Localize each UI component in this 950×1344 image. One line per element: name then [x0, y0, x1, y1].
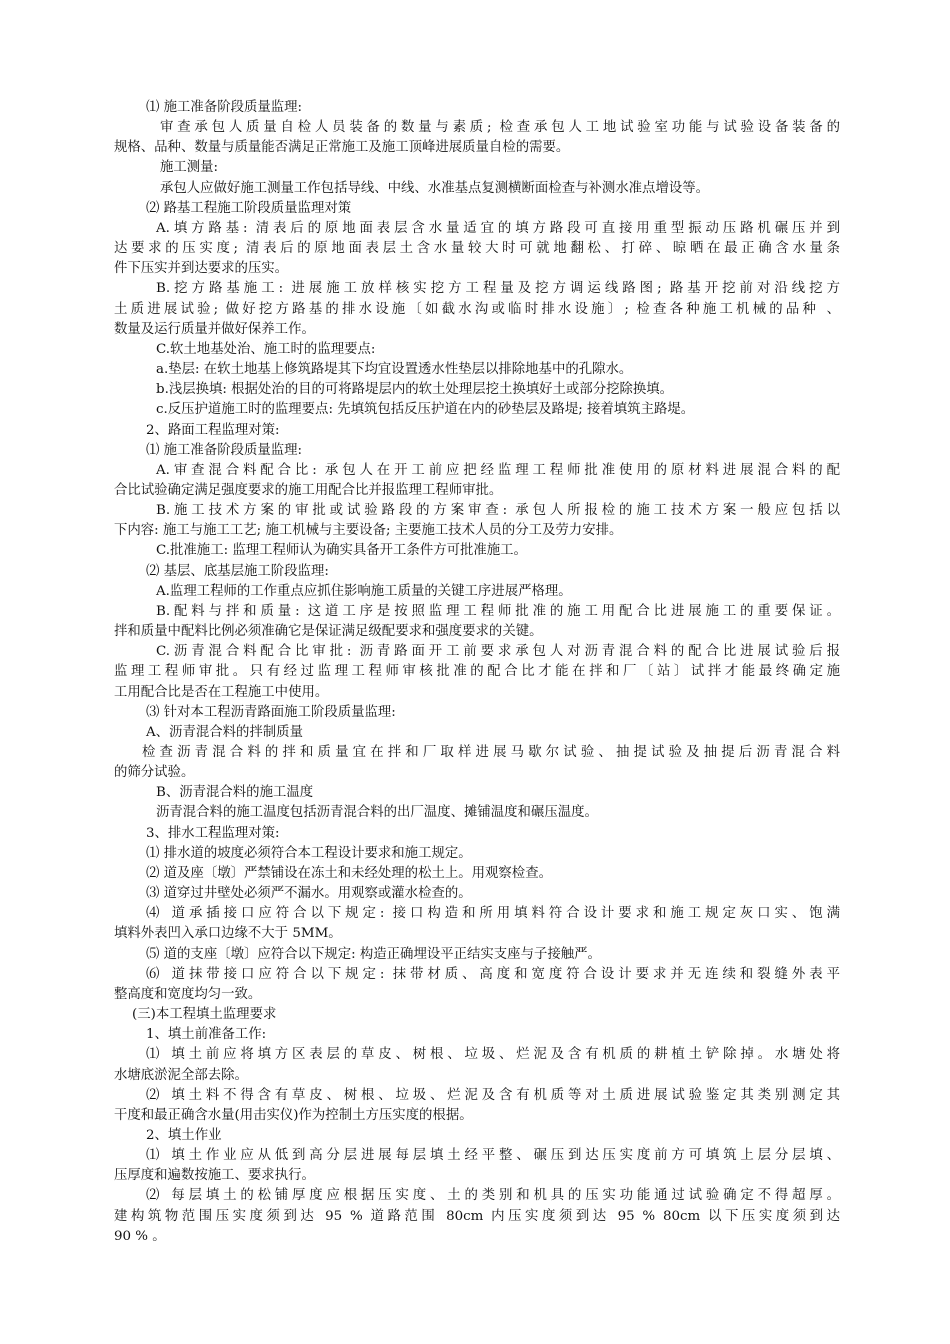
text-line: B.配料与拌和质量: 这道工序是按照监理工程师批准的施工用配合比进展施工的重要保证。	[156, 603, 840, 619]
text-line: ⑹ 道抹带接口应符合以下规定: 抹带材质、高度和宽度符合设计要求并无连续和裂缝外表平	[146, 966, 840, 982]
text-line: A.填方路基: 清表后的原地面表层含水量适宜的填方路段可直接用重型振动压路机碾压并到	[156, 220, 840, 236]
document-body	[114, 98, 840, 1247]
text-line: 承包人应做好施工测量工作包括导线、中线、水准基点复测横断面检查与补测水准点增设等。	[160, 180, 710, 196]
text-line: 数量及运行质量并做好保养工作。	[114, 321, 315, 337]
text-line: 监理工程师审批。只有经过监理工程师审核批准的配合比才能在拌和厂〔站〕试拌才能最终确定施	[114, 664, 840, 680]
text-line: B.挖方路基施工: 进展施工放样核实挖方工程量及挖方调运线路图; 路基开挖前对沿线挖方	[156, 281, 840, 297]
text-line: 审查承包人质量自检人员装备的数量与素质; 检查承包人工地试验室功能与试验设备装备的	[160, 120, 840, 136]
text-line: C.软土地基处治、施工时的监理要点:	[156, 341, 376, 357]
text-line: ⑵ 填土料不得含有草皮、树根、垃圾、烂泥及含有机质等对土质进展试验鉴定其类别测定其	[146, 1087, 840, 1103]
text-line: B.施工技术方案的审批或试验路段的方案审查: 承包人所报检的施工技术方案一般应包括以	[156, 503, 840, 519]
text-line: B、沥青混合料的施工温度	[156, 785, 314, 801]
text-line: ⑴ 排水道的坡度必须符合本工程设计要求和施工规定。	[146, 845, 472, 861]
text-line: (三)本工程填土监理要求	[132, 1007, 277, 1023]
text-line: 压厚度和遍数按施工、要求执行。	[114, 1168, 315, 1184]
text-line: 1、填土前准备工作:	[146, 1027, 267, 1043]
text-line: 90 % 。	[114, 1228, 166, 1244]
text-line: 拌和质量中配料比例必须准确它是保证满足级配要求和强度要求的关键。	[114, 624, 543, 640]
text-line: A、沥青混合料的拌制质量	[146, 724, 303, 740]
text-line: 的筛分试验。	[114, 765, 195, 781]
text-line: ⑸ 道的支座〔墩〕应符合以下规定: 构造正确埋设平正结实支座与子接触严。	[146, 946, 601, 962]
text-line: 干度和最正确含水量(用击实仪)作为控制土方压实度的根据。	[114, 1107, 473, 1123]
text-line: 件下压实并到达要求的压实。	[114, 261, 289, 277]
text-line: ⑵ 路基工程施工阶段质量监理对策	[146, 200, 352, 216]
text-line: 3、排水工程监理对策:	[146, 825, 280, 841]
text-line: 土质进展试验; 做好挖方路基的排水设施〔如截水沟或临时排水设施〕; 检查各种施工机械的品种 、	[114, 301, 840, 317]
text-line: ⑵ 道及座〔墩〕严禁铺设在冻土和未经处理的松土上。用观察检查。	[146, 865, 552, 881]
text-line: 沥青混合料的施工温度包括沥青混合料的出厂温度、摊铺温度和碾压温度。	[156, 805, 598, 821]
text-line: ⑶ 针对本工程沥青路面施工阶段质量监理:	[146, 704, 396, 720]
text-line: A.审查混合料配合比: 承包人在开工前应把经监理工程师批准使用的原材料进展混合料的配	[156, 462, 840, 478]
text-line: C.沥青混合料配合比审批: 沥青路面开工前要求承包人对沥青混合料的配合比进展试验后报	[156, 644, 840, 660]
text-line: A.监理工程师的工作重点应抓住影响施工质量的关键工序进展严格理。	[156, 583, 572, 599]
text-line: 水塘底淤泥全部去除。	[114, 1067, 248, 1083]
text-line: 施工测量:	[160, 160, 219, 176]
text-line: ⑵ 每层填土的松铺厚度应根据压实度、土的类别和机具的压实功能通过试验确定不得超厚。	[146, 1188, 840, 1204]
text-line: ⑵ 基层、底基层施工阶段监理:	[146, 563, 329, 579]
text-line: 规格、品种、数量与质量能否满足正常施工及施工顶峰进展质量自检的需要。	[114, 140, 570, 156]
text-line: 达要求的压实度; 清表后的原地面表层土含水量较大时可就地翻松、打碎、晾晒在最正确含水量条	[114, 241, 840, 257]
text-line: 工用配合比是否在工程施工中使用。	[114, 684, 329, 700]
text-line: ⑴ 施工准备阶段质量监理:	[146, 442, 303, 458]
text-line: 检查沥青混合料的拌和质量宜在拌和厂取样进展马歇尔试验、抽提试验及抽提后沥青混合料	[142, 745, 840, 760]
text-line: 2、填土作业	[146, 1127, 222, 1143]
text-line: 下内容: 施工与施工工艺; 施工机械与主要设备; 主要施工技术人员的分工及劳力安排。	[114, 523, 623, 539]
text-line: 填料外表凹入承口边缘不大于 5MM。	[114, 926, 342, 942]
text-line: a.垫层: 在软土地基上修筑路堤其下均宜设置透水性垫层以排除地基中的孔隙水。	[156, 362, 633, 378]
text-line: C.批准施工: 监理工程师认为确实具备开工条件方可批准施工。	[156, 543, 527, 559]
text-line: b.浅层换填: 根据处治的目的可将路堤层内的软土处理层挖土换填好土或部分挖除换填。	[156, 382, 674, 398]
text-line: ⑷ 道承插接口应符合以下规定: 接口构造和所用填料符合设计要求和施工规定灰口实、饱满	[146, 906, 840, 922]
text-line: c.反压护道施工时的监理要点: 先填筑包括反压护道在内的砂垫层及路堤; 接着填筑主路堤。	[156, 402, 695, 418]
text-line: 合比试验确定满足强度要求的施工用配合比并报监理工程师审批。	[114, 482, 503, 498]
text-line: ⑴ 填土前应将填方区表层的草皮、树根、垃圾、烂泥及含有机质的耕植土铲除掉。水塘处将	[146, 1047, 840, 1063]
text-line: 整高度和宽度均匀一致。	[114, 986, 262, 1002]
text-line: ⑴ 填土作业应从低到高分层进展每层填土经平整、碾压到达压实度前方可填筑上层分层填、	[146, 1148, 840, 1164]
text-line: 2、路面工程监理对策:	[146, 422, 280, 438]
text-line: ⑶ 道穿过井壁处必须严不漏水。用观察或灌水检查的。	[146, 886, 472, 902]
text-line: 建构筑物范围压实度须到达 95 % 道路范围 80cm 内压实度须到达 95 % 80cm 以下压实度须到达	[114, 1208, 840, 1224]
text-line: ⑴ 施工准备阶段质量监理:	[146, 100, 303, 115]
